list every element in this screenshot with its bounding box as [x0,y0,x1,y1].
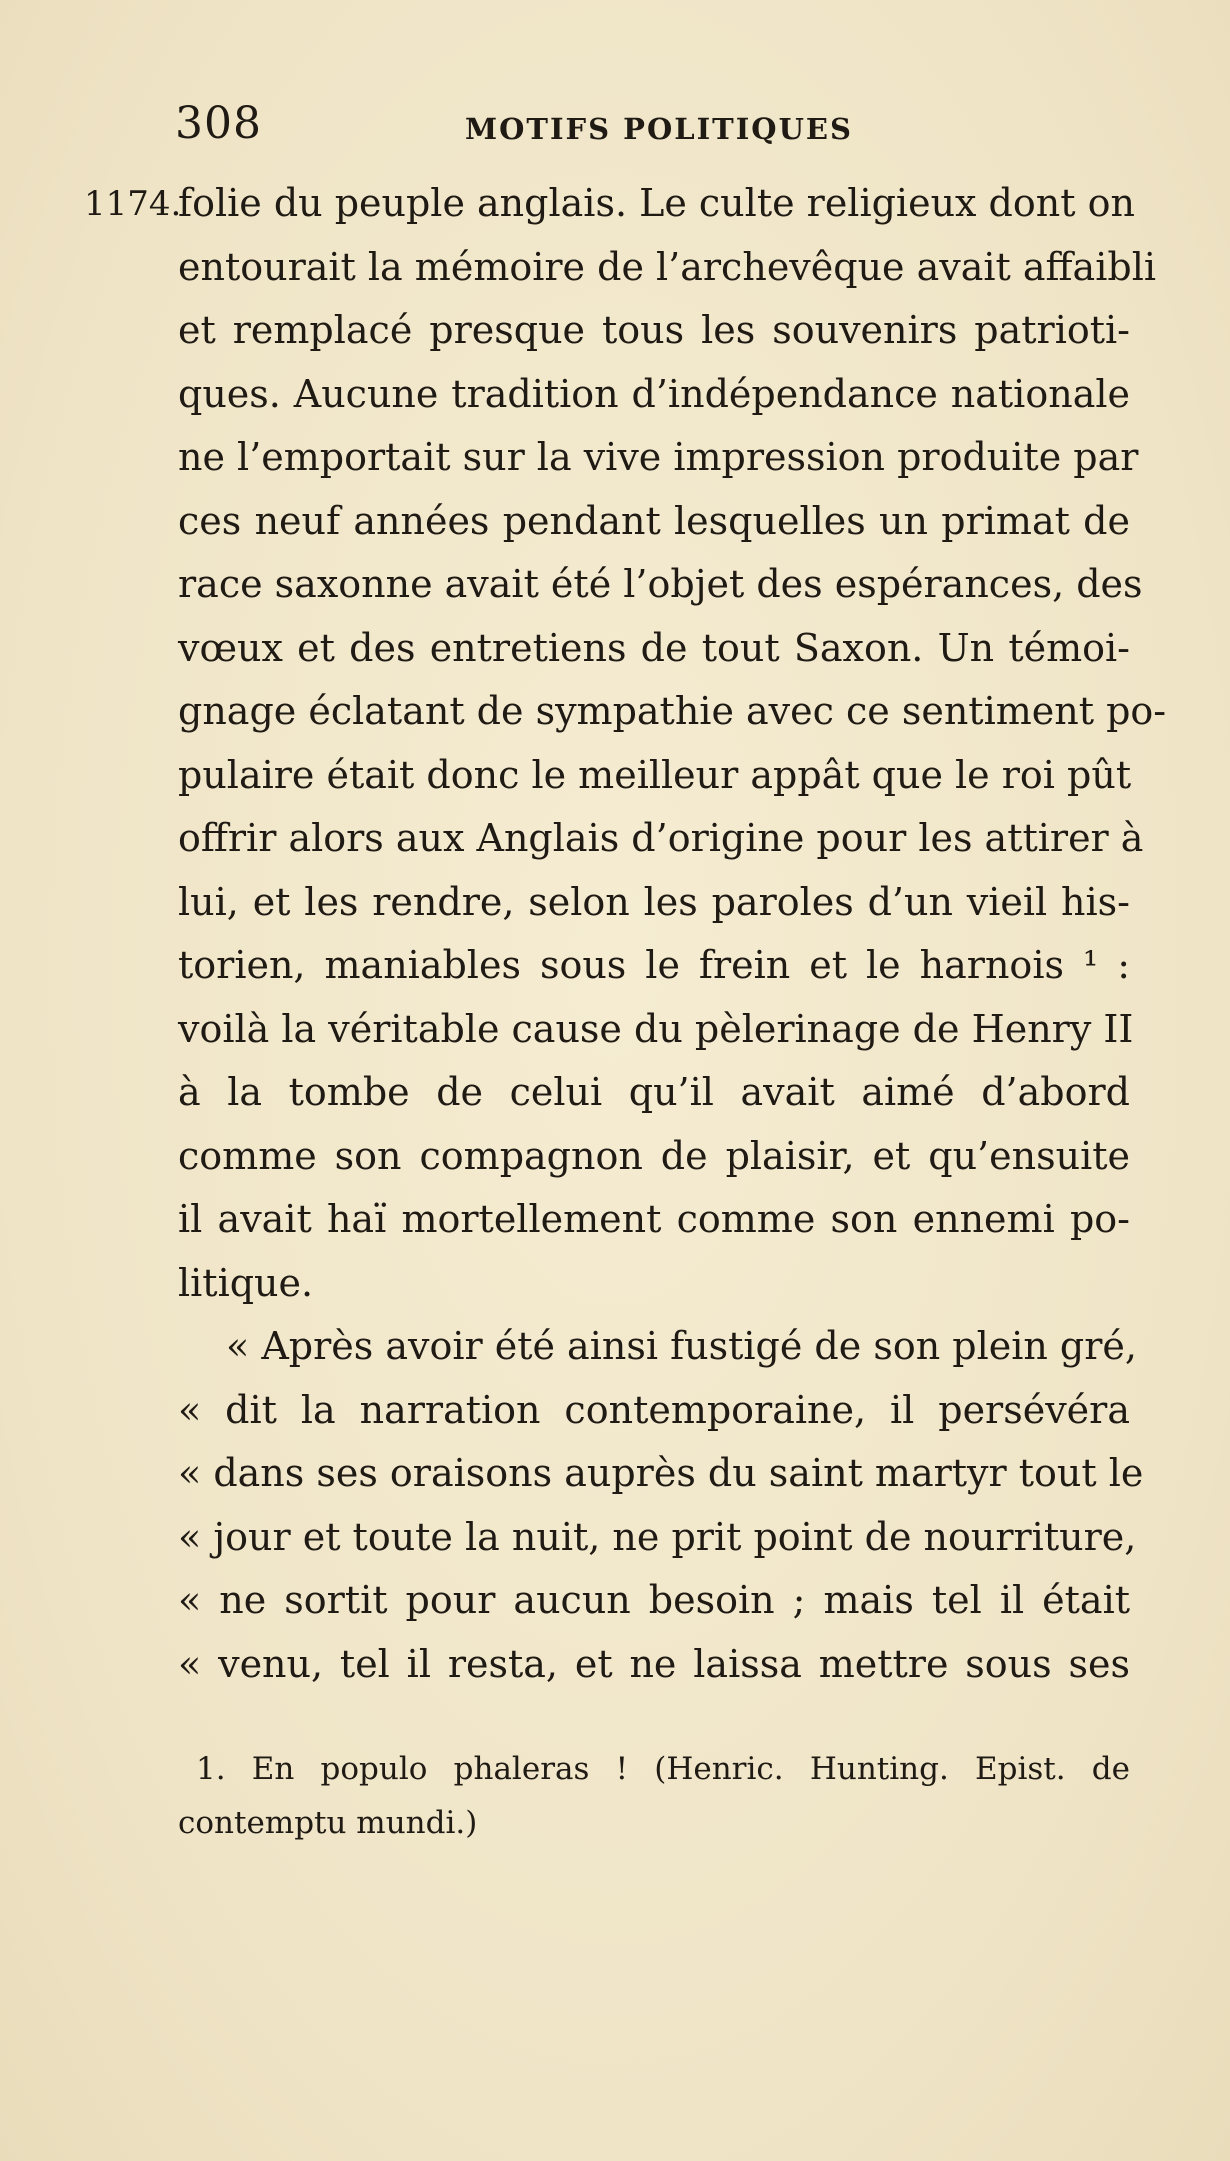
text-line: ne l’emportait sur la vive impression produite par [178,435,1139,479]
text-line: folie du peuple anglais. Le culte religieux dont on [178,181,1135,225]
running-title: MOTIFS POLITIQUES [465,112,853,146]
footnote-line: 1. En populo phaleras ! (Henric. Hunting. Epist. de [196,1751,1130,1787]
text-line: entourait la mémoire de l’archevêque avait affaibli [178,244,1156,289]
page-header [175,98,1130,158]
text-line: offrir alors aux Anglais d’origine pour les attirer à [178,816,1144,860]
text-line: voilà la véritable cause du pèlerinage de Henry II [178,1006,1134,1051]
body-text [178,172,1167,1696]
text-line: « ne sortit pour aucun besoin ; mais tel il était [178,1578,1130,1622]
text-line: comme son compagnon de plaisir, et qu’ensuite [178,1133,1130,1178]
text-line: « Après avoir été ainsi fustigé de son plein gré, [226,1324,1137,1368]
text-line: à la tombe de celui qu’il avait aimé d’abord [178,1070,1130,1114]
text-line: et remplacé presque tous les souvenirs patrioti- [178,308,1130,352]
text-line: litique. [178,1260,314,1305]
text-line: ces neuf années pendant lesquelles un primat de [178,498,1130,543]
text-line: gnage éclatant de sympathie avec ce sentiment po- [178,689,1167,733]
text-line: « venu, tel il resta, et ne laissa mettre sous ses [178,1641,1130,1686]
text-line: race saxonne avait été l’objet des espérances, des [178,562,1143,606]
text-line: pulaire était donc le meilleur appât que le roi pût [178,752,1132,797]
text-line: « dans ses oraisons auprès du saint martyr tout le [178,1451,1144,1495]
footnote-line: contemptu mundi.) [178,1805,478,1841]
page-number: 308 [175,98,262,149]
text-line: torien, maniables sous le frein et le harnois ¹ : [178,943,1130,987]
text-line: ques. Aucune tradition d’indépendance nationale [178,371,1130,416]
margin-year-note: 1174. [84,184,182,224]
text-line: « jour et toute la nuit, ne prit point de nourriture, [178,1514,1137,1559]
text-line: il avait haï mortellement comme son ennemi po- [178,1197,1130,1241]
text-line: vœux et des entretiens de tout Saxon. Un témoi- [178,625,1130,670]
text-line: lui, et les rendre, selon les paroles d’un vieil his- [178,879,1130,924]
footnotes [178,1742,1130,1850]
text-line: « dit la narration contemporaine, il persévéra [178,1387,1130,1432]
